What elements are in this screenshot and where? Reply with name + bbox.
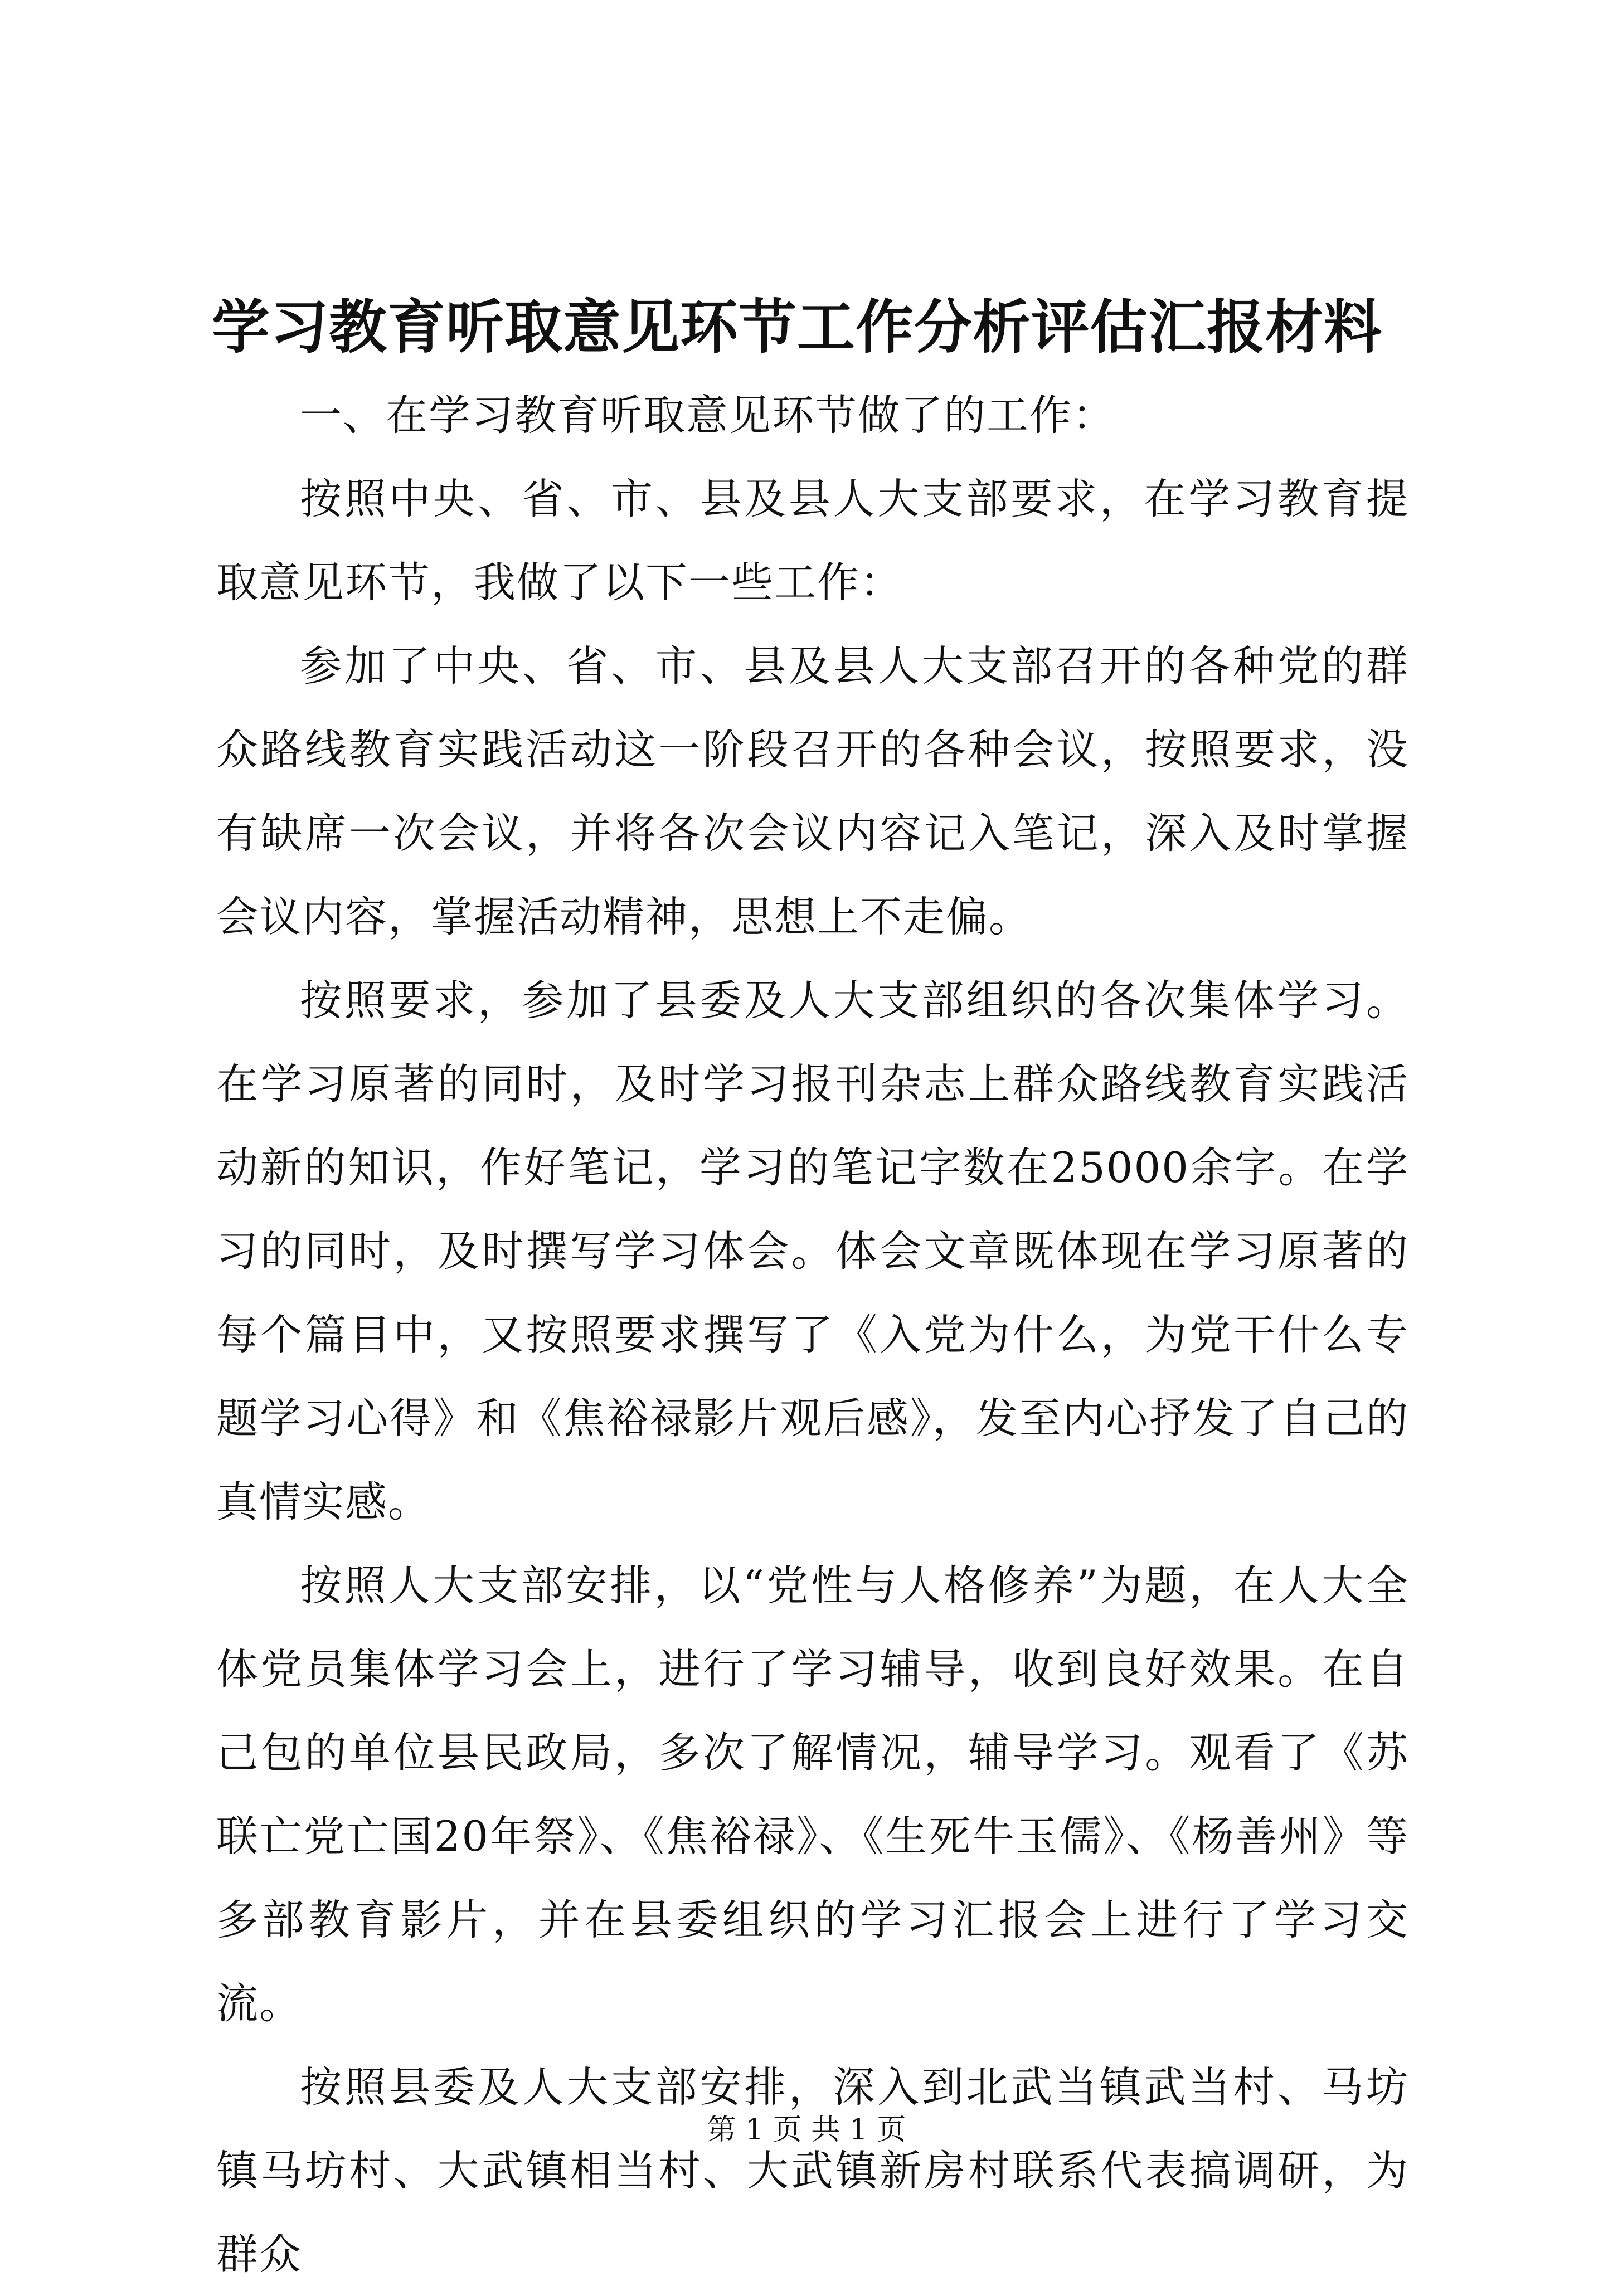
document-title: 学习教育听取意见环节工作分析评估汇报材料 <box>212 293 1383 361</box>
paragraph-1: 一、在学习教育听取意见环节做了的工作： <box>300 391 1116 440</box>
document-body <box>216 373 1409 2296</box>
paragraph-3: 参加了中央、省、市、县及县人大支部召开的各种党的群众路线教育实践活动这一阶段召开的各种会议，按照要求，没有缺席一次会议，并将各次会议内容记入笔记，深入及时掌握会议内容，掌握活动精神，思想上不走偏。 <box>216 641 1409 941</box>
paragraph-2: 按照中央、省、市、县及县人大支部要求，在学习教育提取意见环节，我做了以下一些工作： <box>216 474 1409 607</box>
paragraph-4: 按照要求，参加了县委及人大支部组织的各次集体学习。在学习原著的同时，及时学习报刊杂志上群众路线教育实践活动新的知识，作好笔记，学习的笔记字数在25000余字。在学习的同时，及时撰写学习体会。体会文章既体现在学习原著的每个篇目中，又按照要求撰写了《入党为什么，为党干什么专题学习心得》和《焦裕禄影片观后感》，发至内心抒发了自己的真情实感。 <box>216 976 1409 1526</box>
paragraph-5: 按照人大支部安排，以“党性与人格修养”为题，在人大全体党员集体学习会上，进行了学习辅导，收到良好效果。在自己包的单位县民政局，多次了解情况，辅导学习。观看了《苏联亡党亡国20年祭》、《焦裕禄》、《生死牛玉儒》、《杨善州》等多部教育影片，并在县委组织的学习汇报会上进行了学习交流。 <box>216 1561 1409 2028</box>
page-footer: 第 1 页 共 1 页 <box>707 2113 906 2147</box>
paragraph-6: 按照县委及人大支部安排，深入到北武当镇武当村、马坊镇马坊村、大武镇相当村、大武镇新房村联系代表搞调研，为群众 <box>216 2062 1409 2279</box>
